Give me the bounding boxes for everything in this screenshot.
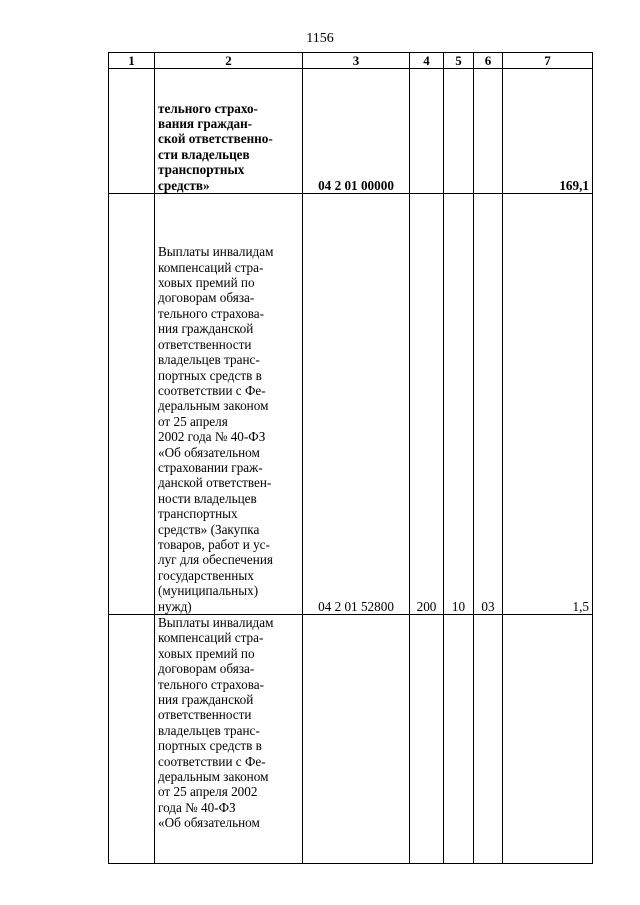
row-number-cell	[109, 615, 155, 864]
table-row	[109, 194, 593, 615]
code-cell	[303, 615, 410, 864]
table-row	[109, 69, 593, 194]
header-col-7: 7	[503, 53, 593, 69]
section-cell: 10	[444, 194, 474, 615]
table-body	[109, 69, 593, 864]
row-number-cell	[109, 69, 155, 194]
row-number-cell	[109, 194, 155, 615]
header-col-6: 6	[474, 53, 503, 69]
code-cell: 04 2 01 52800	[303, 194, 410, 615]
description-cell: тельного страхо- вания граждан- ской ответственно- сти владельцев транспортных средств»	[155, 69, 303, 194]
description-cell: Выплаты инвалидам компенсаций стра- ховых премий по договорам обяза- тельного страхова- ния гражданской ответственности владельцев транс- портных средств в соответствии с Фе- деральным законом от 25 апреля 2002 года № 40-ФЗ «Об обязательном	[155, 615, 303, 864]
subsection-cell	[474, 69, 503, 194]
amount-cell	[503, 615, 593, 864]
header-col-4: 4	[410, 53, 444, 69]
description-cell: Выплаты инвалидам компенсаций стра- ховых премий по договорам обяза- тельного страхова- ния гражданской ответственности владельцев транс- портных средств в соответствии с Фе- деральным законом от 25 апреля 2002 года № 40-ФЗ «Об обязательном страховании граж- данской ответствен- ности владельцев транспортных средств» (Закупка товаров, работ и ус- луг для обеспечения государственных (муниципальных) нужд)	[155, 194, 303, 615]
section-cell	[444, 615, 474, 864]
budget-table	[108, 52, 593, 864]
header-col-5: 5	[444, 53, 474, 69]
expense-type-cell	[410, 69, 444, 194]
header-row	[109, 53, 593, 69]
section-cell	[444, 69, 474, 194]
expense-type-cell: 200	[410, 194, 444, 615]
header-col-3: 3	[303, 53, 410, 69]
table-row	[109, 615, 593, 864]
amount-cell: 1,5	[503, 194, 593, 615]
code-cell: 04 2 01 00000	[303, 69, 410, 194]
subsection-cell: 03	[474, 194, 503, 615]
header-col-1: 1	[109, 53, 155, 69]
table-header	[109, 53, 593, 69]
page-number: 1156	[306, 31, 334, 46]
subsection-cell	[474, 615, 503, 864]
header-col-2: 2	[155, 53, 303, 69]
expense-type-cell	[410, 615, 444, 864]
amount-cell: 169,1	[503, 69, 593, 194]
